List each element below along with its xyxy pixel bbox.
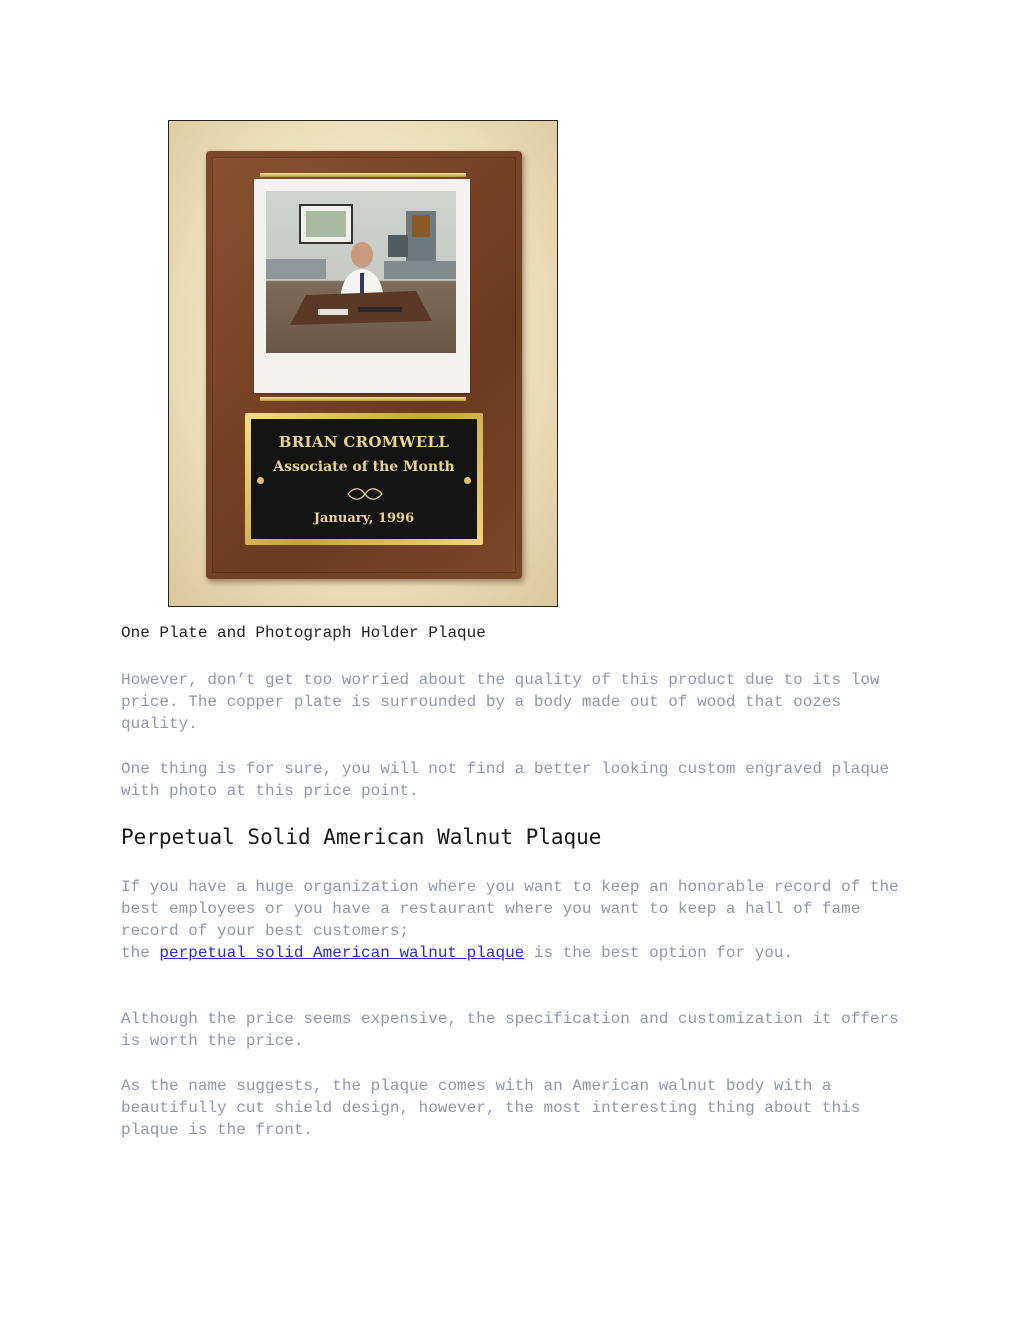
paragraph-organization [121, 876, 911, 964]
plaque-product-photo [168, 120, 558, 607]
paragraph-text: If you have a huge organization where you want to keep an honorable record of the best employees or you have a restaurant where you want to keep a hall of fame record of your best customers; [121, 878, 899, 940]
screw-icon [257, 477, 264, 484]
paragraph-text: is the best option for you. [524, 944, 794, 962]
plate-date: January, 1996 [313, 511, 415, 526]
paragraph-text: the [121, 944, 160, 962]
image-caption: One Plate and Photograph Holder Plaque [121, 624, 486, 642]
walnut-plaque-link[interactable]: perpetual solid American walnut plaque [159, 944, 525, 962]
scroll-ornament-icon [346, 487, 384, 501]
office-scene-graphic [266, 191, 456, 353]
bottom-rail [260, 397, 466, 401]
plate-name: BRIAN CROMWELL [278, 433, 450, 451]
office-photo [266, 191, 456, 353]
plate-panel [251, 419, 477, 539]
plate-title: Associate of the Month [273, 459, 455, 475]
walnut-board [206, 151, 522, 579]
paragraph-price-point: One thing is for sure, you will not find a better looking custom engraved plaque with photo at this price point. [121, 760, 890, 800]
paragraph-quality: However, don’t get too worried about the quality of this product due to its low price. The copper plate is surrounded by a body made out of wood that oozes quality. [121, 671, 880, 733]
screw-icon [464, 477, 471, 484]
engraved-plate [245, 413, 483, 545]
section-heading: Perpetual Solid American Walnut Plaque [121, 825, 602, 849]
paragraph-expensive: Although the price seems expensive, the specification and customization it offers is worth the price. [121, 1010, 899, 1050]
photograph-holder [254, 179, 470, 393]
paragraph-shield-design: As the name suggests, the plaque comes with an American walnut body with a beautifully cut shield design, however, the most interesting thing about this plaque is the front. [121, 1077, 861, 1139]
top-rail [260, 173, 466, 177]
